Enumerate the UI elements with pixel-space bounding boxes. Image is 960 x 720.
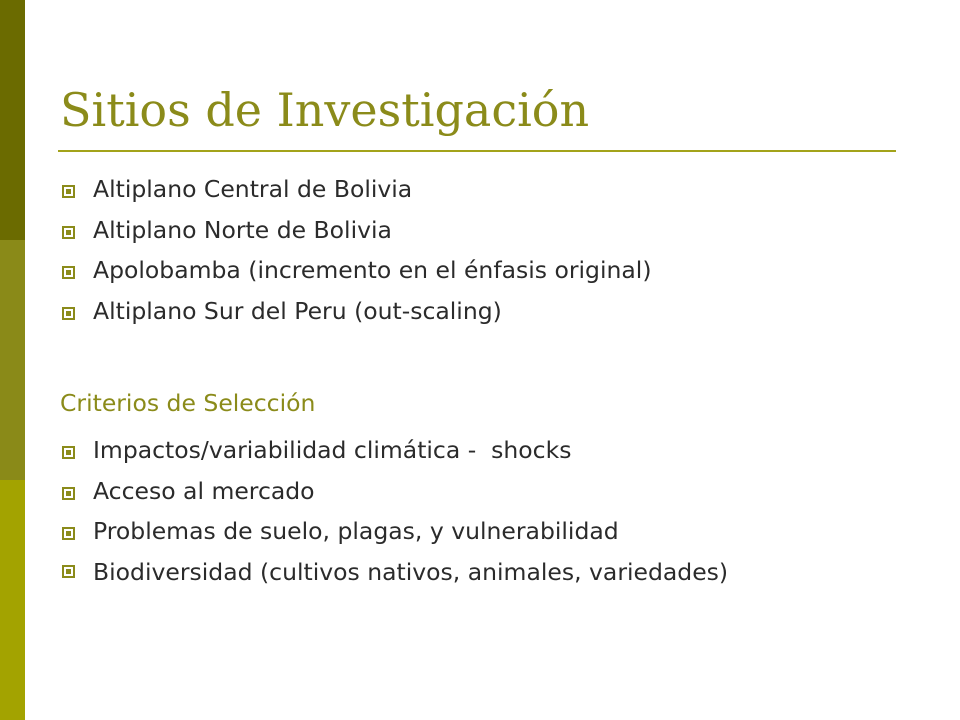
list-item-text: Altiplano Norte de Bolivia bbox=[93, 215, 392, 244]
list-item-text: Acceso al mercado bbox=[93, 476, 315, 505]
slide-title: Sitios de Investigación bbox=[60, 83, 590, 137]
square-bullet-icon bbox=[62, 527, 75, 540]
list-item bbox=[60, 253, 652, 294]
accent-bar-top bbox=[0, 0, 25, 240]
accent-bar-middle bbox=[0, 240, 25, 480]
list-item bbox=[60, 294, 652, 335]
list-item bbox=[60, 433, 883, 474]
list-item bbox=[60, 555, 883, 586]
square-bullet-icon bbox=[62, 266, 75, 279]
square-bullet-icon bbox=[62, 226, 75, 239]
square-bullet-icon bbox=[62, 446, 75, 459]
square-bullet-icon bbox=[62, 487, 75, 500]
list-item-text: Biodiversidad (cultivos nativos, animales, variedades) bbox=[93, 557, 729, 586]
title-divider bbox=[58, 150, 896, 152]
criteria-list bbox=[60, 433, 883, 586]
left-accent-bar bbox=[0, 0, 25, 720]
list-item bbox=[60, 213, 652, 254]
list-item-text: Altiplano Central de Bolivia bbox=[93, 175, 413, 203]
square-bullet-icon bbox=[62, 565, 75, 578]
list-item-text: Impactos/variabilidad climática - shocks bbox=[93, 436, 572, 464]
list-item-text: Altiplano Sur del Peru (out-scaling) bbox=[93, 296, 502, 325]
accent-bar-bottom bbox=[0, 480, 25, 720]
criteria-heading: Criterios de Selección bbox=[60, 389, 316, 417]
list-item bbox=[60, 474, 883, 515]
square-bullet-icon bbox=[62, 185, 75, 198]
list-item-text: Apolobamba (incremento en el énfasis original) bbox=[93, 256, 652, 284]
list-item-text: Problemas de suelo, plagas, y vulnerabilidad bbox=[93, 517, 619, 545]
list-item bbox=[60, 172, 652, 213]
sites-list bbox=[60, 172, 652, 334]
square-bullet-icon bbox=[62, 307, 75, 320]
list-item bbox=[60, 514, 883, 555]
